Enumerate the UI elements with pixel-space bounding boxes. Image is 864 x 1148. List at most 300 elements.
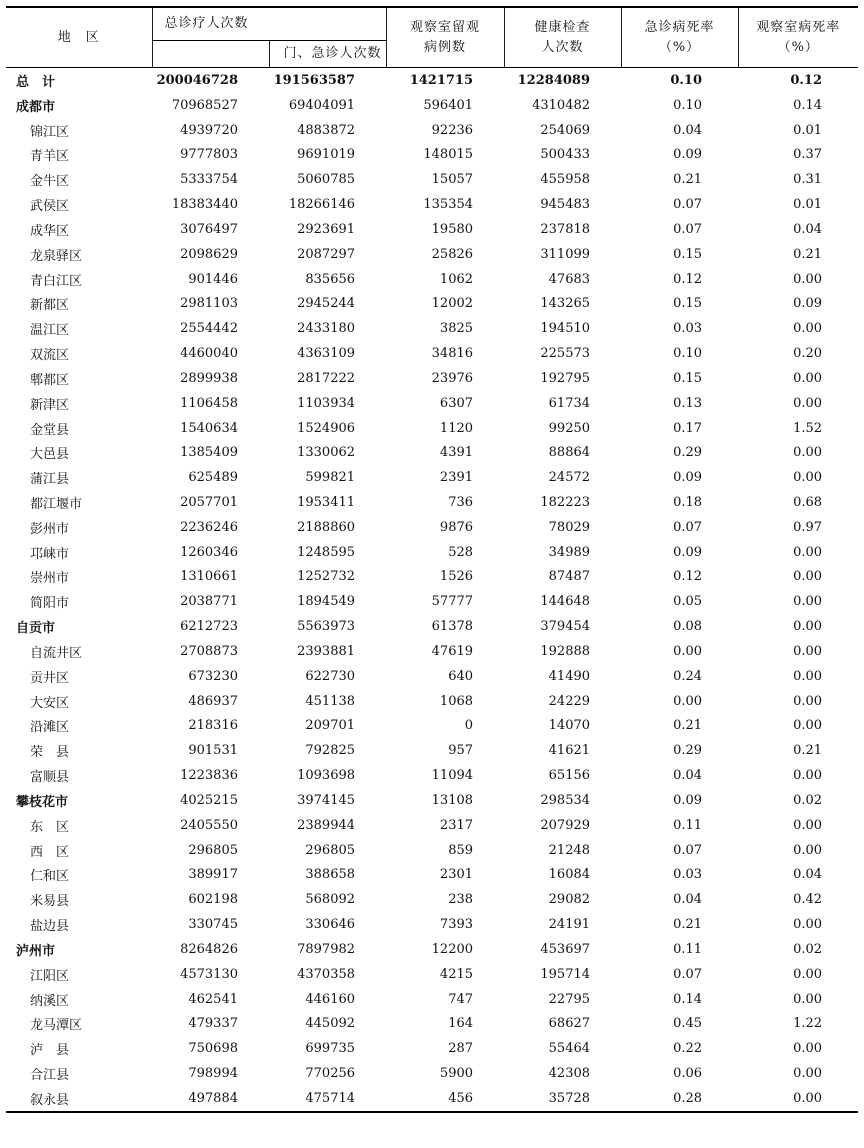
emergency-death-rate-cell: 0.45 [673,1016,703,1032]
emergency-death-rate-cell: 0.07 [673,966,703,982]
region-name: 崇州市 [30,571,70,587]
observation-death-rate-cell: 0.01 [793,197,823,213]
outpatient-emergency-cell: 69404091 [288,97,356,113]
observation-cases-cell: 47619 [431,643,474,659]
region-name: 米易县 [30,894,70,910]
total-visits-cell: 497884 [152,1086,269,1112]
table-row [6,689,858,714]
emergency-death-rate-cell: 0.03 [673,321,703,337]
emergency-death-rate-cell: 0.09 [673,544,703,560]
table-row [6,192,858,217]
outpatient-emergency-cell: 5563973 [297,619,356,635]
emergency-death-rate-cell: 0.17 [673,420,703,436]
outpatient-emergency-cell: 2923691 [297,221,356,237]
region-name: 沿滩区 [30,720,70,736]
table-row [6,1061,858,1086]
region-name: 自贡市 [16,621,56,637]
observation-death-rate-cell: 0.00 [793,445,823,461]
total-visits-cell: 4025215 [180,792,238,808]
table-row [6,664,858,689]
outpatient-emergency-cell: 4883872 [297,122,356,138]
region-name: 郫都区 [30,372,70,388]
city-row [6,614,858,639]
total-visits-cell: 2405550 [180,817,238,833]
total-visits-cell: 901446 [188,271,238,287]
region-name: 东 区 [30,819,70,835]
outpatient-emergency-cell: 622730 [305,668,356,684]
emergency-death-rate-cell: 0.07 [673,197,703,213]
emergency-death-rate-cell: 0.00 [673,693,703,709]
observation-cases-cell: 1120 [439,420,474,436]
outpatient-emergency-cell: 2817222 [297,370,356,386]
region-name: 成都市 [16,99,56,115]
table-row [6,863,858,888]
observation-cases-cell: 4391 [439,445,474,461]
health-checks-cell: 41490 [548,668,591,684]
emergency-death-rate-cell: 0.07 [673,221,703,237]
table-row [6,515,858,540]
emergency-death-rate-cell: 0.13 [673,395,703,411]
observation-death-rate-cell: 0.00 [793,817,823,833]
health-checks-cell: 311099 [540,246,591,262]
health-checks-cell: 225573 [540,346,591,362]
health-checks-cell: 14070 [548,718,591,734]
total-visits-cell: 18383440 [171,197,238,213]
observation-cases-cell: 596401 [423,97,474,113]
emergency-death-rate-cell: 0.14 [673,991,703,1007]
observation-death-rate-cell: 0.00 [793,1041,823,1057]
region-name: 富顺县 [30,770,70,786]
table-row [6,540,858,565]
health-checks-cell: 78029 [548,519,591,535]
health-checks-cell: 945483 [540,197,591,213]
outpatient-emergency-cell: 18266146 [288,197,356,213]
table-row [6,341,858,366]
observation-cases-cell: 0 [464,718,474,734]
outpatient-emergency-cell: 7897982 [297,941,356,957]
observation-death-rate-cell: 0.02 [793,941,823,957]
observation-cases-cell: 135354 [423,197,474,213]
region-name: 叙永县 [6,1086,152,1112]
outpatient-emergency-cell: 568092 [305,892,356,908]
observation-cases-cell: 957 [448,743,474,759]
total-visits-cell: 389917 [188,867,238,883]
region-name: 泸 县 [30,1043,70,1059]
region-name: 江阳区 [30,968,70,984]
header-health-checks: 健康检查 人次数 [504,7,621,68]
observation-death-rate-cell: 0.00 [793,321,823,337]
city-row [6,937,858,962]
outpatient-emergency-cell: 2389944 [297,817,356,833]
outpatient-emergency-cell: 1093698 [297,768,356,784]
observation-cases-cell: 57777 [431,594,474,610]
health-checks-cell: 254069 [540,122,591,138]
health-checks-cell: 41621 [548,743,591,759]
total-visits-cell: 798994 [188,1066,238,1082]
emergency-death-rate-cell: 0.09 [673,147,703,163]
table-row [6,490,858,515]
observation-death-rate-cell: 0.02 [793,792,823,808]
observation-death-rate-cell: 0.00 [793,569,823,585]
health-checks-cell: 143265 [540,296,591,312]
observation-death-rate-cell: 0.12 [790,72,823,88]
table-row [6,838,858,863]
observation-death-rate-cell: 0.00 [793,917,823,933]
observation-death-rate-cell: 0.00 [793,594,823,610]
health-checks-cell: 455958 [540,172,591,188]
emergency-death-rate-cell: 0.08 [673,619,703,635]
table-row [6,366,858,391]
emergency-death-rate-cell: 0.15 [673,370,703,386]
observation-death-rate-cell: 0.97 [793,519,823,535]
header-observation-cases: 观察室留观 病例数 [386,7,504,68]
health-checks-cell: 500433 [540,147,591,163]
header-outpatient-emergency: 门、急诊人次数 [269,41,386,68]
total-visits-cell: 330745 [188,917,238,933]
emergency-death-rate-cell: 0.10 [670,72,703,88]
observation-cases-cell: 92236 [431,122,474,138]
health-checks-cell: 379454 [540,619,591,635]
total-visits-cell: 1540634 [180,420,238,436]
observation-cases-cell: 2301 [439,867,474,883]
outpatient-emergency-cell: 2393881 [297,643,356,659]
emergency-death-rate-cell: 0.03 [673,867,703,883]
observation-cases-cell: 747 [448,991,474,1007]
table-row [6,962,858,987]
health-checks-cell: 88864 [548,445,591,461]
emergency-death-rate-cell: 0.11 [673,941,703,957]
observation-death-rate-cell: 0.00 [793,395,823,411]
health-checks-cell: 237818 [540,221,591,237]
table-row [6,465,858,490]
health-checks-cell: 68627 [548,1016,591,1032]
emergency-death-rate-cell: 0.22 [673,1041,703,1057]
observation-cases-cell: 19580 [431,221,474,237]
table-row [6,1086,858,1112]
table-row [6,242,858,267]
observation-death-rate-cell: 0.00 [793,991,823,1007]
total-visits-cell: 2057701 [180,494,238,510]
observation-cases-cell: 148015 [423,147,474,163]
observation-cases-cell: 13108 [431,792,474,808]
table-row [6,267,858,292]
emergency-death-rate-cell: 0.09 [673,792,703,808]
outpatient-emergency-cell: 1953411 [297,494,356,510]
emergency-death-rate-cell: 0.04 [673,768,703,784]
observation-death-rate-cell: 0.21 [793,246,823,262]
table-row [6,738,858,763]
total-visits-cell: 462541 [188,991,238,1007]
observation-cases-cell: 5900 [439,1066,474,1082]
observation-death-rate-cell: 0.00 [738,1086,858,1112]
total-visits-cell: 2098629 [180,246,238,262]
emergency-death-rate-cell: 0.06 [673,1066,703,1082]
emergency-death-rate-cell: 0.09 [673,470,703,486]
observation-cases-cell: 11094 [431,768,474,784]
total-visits-cell: 901531 [188,743,238,759]
total-visits-cell: 9777803 [180,147,238,163]
health-checks-cell: 12284089 [517,72,591,88]
header-region: 地 区 [6,7,152,68]
table-body [6,68,858,1112]
observation-death-rate-cell: 0.00 [793,842,823,858]
emergency-death-rate-cell: 0.12 [673,271,703,287]
observation-cases-cell: 1062 [439,271,474,287]
total-visits-cell: 6212723 [180,619,238,635]
outpatient-emergency-cell: 209701 [305,718,356,734]
total-visits-cell: 70968527 [171,97,238,113]
total-visits-cell: 1385409 [180,445,238,461]
total-visits-cell: 2708873 [180,643,238,659]
table-row [6,987,858,1012]
header-total-visits-spacer [152,41,269,68]
outpatient-emergency-cell: 699735 [305,1041,356,1057]
outpatient-emergency-cell: 3974145 [297,792,356,808]
city-row [6,788,858,813]
observation-cases-cell: 6307 [439,395,474,411]
table-row [6,316,858,341]
outpatient-emergency-cell: 296805 [305,842,356,858]
header-total-visits: 总诊疗人次数 [152,7,386,41]
observation-death-rate-cell: 0.00 [793,668,823,684]
table-row [6,440,858,465]
emergency-death-rate-cell: 0.15 [673,246,703,262]
region-name: 蒲江县 [30,472,70,488]
total-visits-cell: 1106458 [180,395,238,411]
table-row [6,763,858,788]
observation-death-rate-cell: 0.00 [793,619,823,635]
observation-cases-cell: 859 [448,842,474,858]
outpatient-emergency-cell: 330646 [305,917,356,933]
table-row [6,714,858,739]
total-visits-cell: 218316 [188,718,238,734]
emergency-death-rate-cell: 0.00 [673,643,703,659]
observation-cases-cell: 528 [448,544,474,560]
table-row [6,589,858,614]
observation-cases-cell: 2391 [439,470,474,486]
observation-cases-cell: 640 [448,668,474,684]
observation-death-rate-cell: 0.42 [793,892,823,908]
health-checks-cell: 21248 [548,842,591,858]
health-checks-cell: 24229 [548,693,591,709]
observation-cases-cell: 9876 [439,519,474,535]
header-observation-death-rate: 观察室病死率 （%） [738,7,858,68]
table-header [6,7,858,68]
health-checks-cell: 24191 [548,917,591,933]
health-checks-cell: 87487 [548,569,591,585]
table-row [6,565,858,590]
health-checks-cell: 42308 [548,1066,591,1082]
observation-death-rate-cell: 0.04 [793,221,823,237]
total-visits-cell: 5333754 [180,172,238,188]
region-name: 合江县 [30,1068,70,1084]
outpatient-emergency-cell: 1330062 [297,445,356,461]
emergency-death-rate-cell: 0.07 [673,519,703,535]
emergency-death-rate-cell: 0.04 [673,892,703,908]
outpatient-emergency-cell: 1524906 [297,420,356,436]
health-checks-cell: 16084 [548,867,591,883]
emergency-death-rate-cell: 0.12 [673,569,703,585]
health-checks-cell: 55464 [548,1041,591,1057]
health-checks-cell: 4310482 [532,97,591,113]
observation-death-rate-cell: 0.37 [793,147,823,163]
region-name: 盐边县 [30,919,70,935]
outpatient-emergency-cell: 2433180 [297,321,356,337]
observation-cases-cell: 12002 [431,296,474,312]
observation-death-rate-cell: 0.04 [793,867,823,883]
table-row [6,813,858,838]
observation-cases-cell: 15057 [431,172,474,188]
health-checks-cell: 34989 [548,544,591,560]
outpatient-emergency-cell: 191563587 [273,72,356,88]
table-row [6,118,858,143]
observation-death-rate-cell: 0.01 [793,122,823,138]
region-name: 锦江区 [30,124,70,140]
outpatient-emergency-cell: 4363109 [297,346,356,362]
total-visits-cell: 2236246 [180,519,238,535]
observation-death-rate-cell: 1.22 [793,1016,823,1032]
outpatient-emergency-cell: 445092 [305,1016,356,1032]
observation-cases-cell: 1068 [439,693,474,709]
health-checks-cell: 65156 [548,768,591,784]
observation-cases-cell: 34816 [431,346,474,362]
region-name: 仁和区 [30,869,70,885]
health-checks-cell: 24572 [548,470,591,486]
health-checks-cell: 144648 [540,594,591,610]
total-visits-cell: 296805 [188,842,238,858]
total-row [6,68,858,93]
outpatient-emergency-cell: 451138 [305,693,356,709]
region-name: 新津区 [30,397,70,413]
total-visits-cell: 2554442 [180,321,238,337]
region-name: 贡井区 [30,670,70,686]
total-visits-cell: 486937 [188,693,238,709]
observation-death-rate-cell: 0.00 [793,693,823,709]
total-visits-cell: 1260346 [180,544,238,560]
health-checks-cell: 35728 [504,1086,621,1112]
table-row [6,142,858,167]
total-visits-cell: 1310661 [180,569,238,585]
region-name: 泸州市 [16,943,56,959]
total-visits-cell: 602198 [188,892,238,908]
observation-cases-cell: 12200 [431,941,474,957]
observation-cases-cell: 7393 [439,917,474,933]
observation-cases-cell: 23976 [431,370,474,386]
total-visits-cell: 625489 [188,470,238,486]
total-visits-cell: 3076497 [180,221,238,237]
outpatient-emergency-cell: 9691019 [297,147,356,163]
table-row [6,217,858,242]
city-row [6,93,858,118]
region-name: 新都区 [30,298,70,314]
observation-death-rate-cell: 0.09 [793,296,823,312]
region-name: 温江区 [30,323,70,339]
health-checks-cell: 182223 [540,494,591,510]
health-checks-cell: 192888 [540,643,591,659]
emergency-death-rate-cell: 0.21 [673,718,703,734]
table-row [6,1011,858,1036]
emergency-death-rate-cell: 0.11 [673,817,703,833]
emergency-death-rate-cell: 0.21 [673,917,703,933]
table-row [6,1036,858,1061]
emergency-death-rate-cell: 0.29 [673,445,703,461]
table-row [6,416,858,441]
observation-cases-cell: 1421715 [409,72,474,88]
observation-cases-cell: 238 [448,892,474,908]
emergency-death-rate-cell: 0.10 [673,97,703,113]
health-checks-cell: 298534 [540,792,591,808]
outpatient-emergency-cell: 475714 [269,1086,386,1112]
region-name: 纳溪区 [30,993,70,1009]
total-visits-cell: 2899938 [180,370,238,386]
table-row [6,639,858,664]
observation-death-rate-cell: 0.00 [793,544,823,560]
observation-death-rate-cell: 0.31 [793,172,823,188]
observation-death-rate-cell: 0.21 [793,743,823,759]
region-name: 成华区 [30,223,70,239]
health-checks-cell: 192795 [540,370,591,386]
health-checks-cell: 99250 [548,420,591,436]
total-visits-cell: 2038771 [180,594,238,610]
outpatient-emergency-cell: 446160 [305,991,356,1007]
region-name: 彭州市 [30,521,70,537]
health-checks-cell: 47683 [548,271,591,287]
statistics-table [6,6,858,1113]
total-visits-cell: 673230 [188,668,238,684]
observation-death-rate-cell: 0.00 [793,643,823,659]
emergency-death-rate-cell: 0.24 [673,668,703,684]
observation-death-rate-cell: 0.00 [793,966,823,982]
observation-death-rate-cell: 0.20 [793,346,823,362]
emergency-death-rate-cell: 0.21 [673,172,703,188]
total-visits-cell: 200046728 [156,72,238,88]
total-visits-cell: 2981103 [180,296,238,312]
region-name: 邛崃市 [30,546,70,562]
observation-death-rate-cell: 1.52 [793,420,823,436]
total-visits-cell: 8264826 [180,941,238,957]
health-checks-cell: 453697 [540,941,591,957]
observation-cases-cell: 3825 [439,321,474,337]
region-name: 大安区 [30,695,70,711]
emergency-death-rate-cell: 0.10 [673,346,703,362]
observation-death-rate-cell: 0.00 [793,718,823,734]
observation-cases-cell: 61378 [431,619,474,635]
observation-death-rate-cell: 0.00 [793,370,823,386]
total-visits-cell: 479337 [188,1016,238,1032]
observation-death-rate-cell: 0.00 [793,1066,823,1082]
outpatient-emergency-cell: 4370358 [297,966,356,982]
health-checks-cell: 195714 [540,966,591,982]
observation-cases-cell: 456 [386,1086,504,1112]
emergency-death-rate-cell: 0.04 [673,122,703,138]
region-name: 攀枝花市 [16,794,69,810]
health-checks-cell: 207929 [540,817,591,833]
outpatient-emergency-cell: 1252732 [297,569,356,585]
observation-death-rate-cell: 0.68 [793,494,823,510]
table-row [6,167,858,192]
outpatient-emergency-cell: 388658 [305,867,356,883]
table-row [6,291,858,316]
region-name: 武侯区 [30,199,70,215]
outpatient-emergency-cell: 792825 [305,743,356,759]
region-name: 都江堰市 [30,496,83,512]
outpatient-emergency-cell: 1103934 [297,395,356,411]
region-name: 龙泉驿区 [30,248,83,264]
observation-cases-cell: 287 [448,1041,474,1057]
outpatient-emergency-cell: 1894549 [297,594,356,610]
region-name: 金堂县 [30,422,70,438]
emergency-death-rate-cell: 0.29 [673,743,703,759]
